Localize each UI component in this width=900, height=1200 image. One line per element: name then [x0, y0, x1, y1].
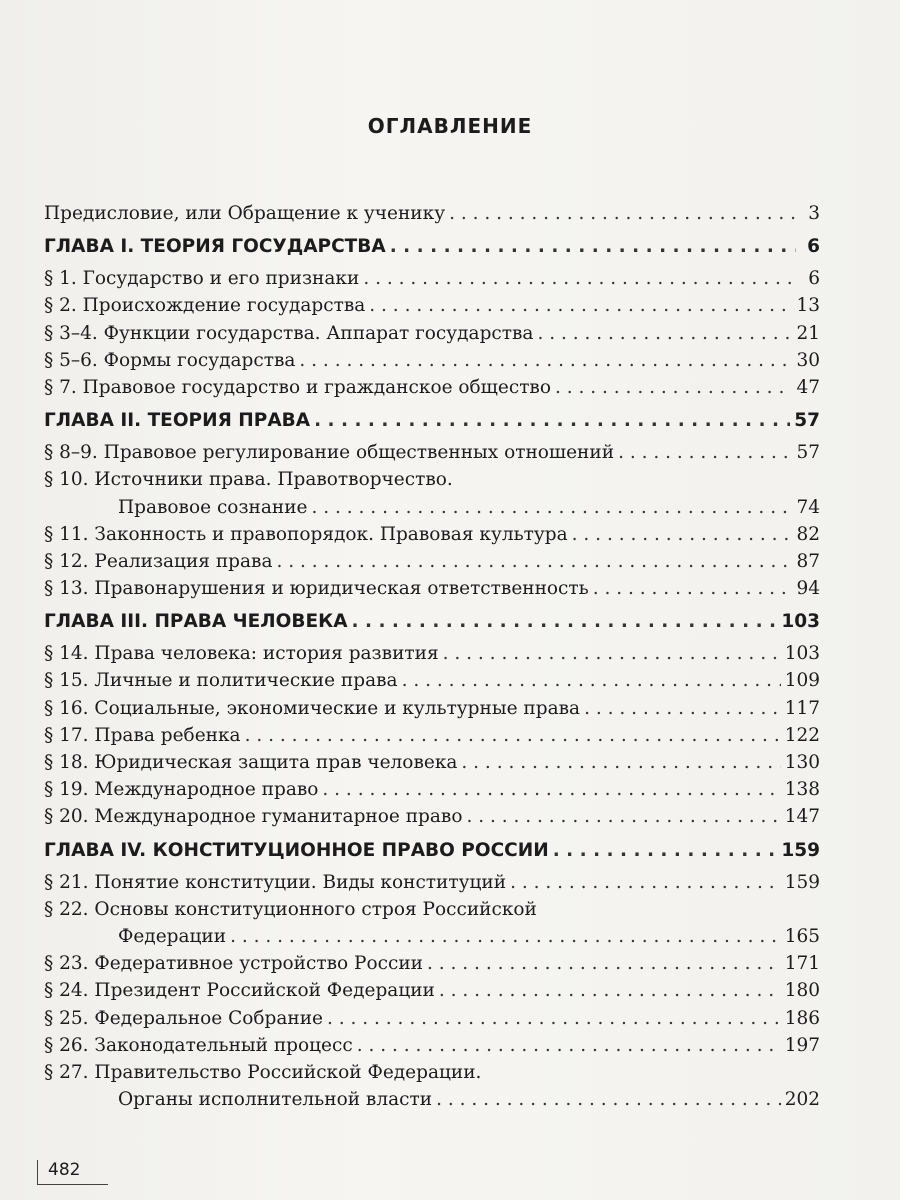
toc-entry: [44, 200, 820, 227]
toc-entry-title: ГЛАВА I. ТЕОРИЯ ГОСУДАРСТВА: [44, 236, 386, 258]
toc-chapter-heading: [44, 233, 820, 261]
toc-entry-page: 47: [796, 376, 820, 398]
dot-leader: [553, 837, 778, 865]
toc-entry-title: § 26. Законодательный процесс: [44, 1034, 353, 1056]
dot-leader: [449, 200, 796, 227]
toc-entry-title: ГЛАВА IV. КОНСТИТУЦИОННОЕ ПРАВО РОССИИ: [44, 839, 549, 861]
dot-leader: [402, 667, 781, 694]
dot-leader: [572, 521, 793, 548]
toc-entry-title: Органы исполнительной власти: [118, 1089, 433, 1111]
dot-leader: [352, 608, 778, 636]
dot-leader: [369, 292, 792, 319]
page-title: ОГЛАВЛЕНИЕ: [367, 114, 533, 138]
toc-entry-title: § 3–4. Функции государства. Аппарат государства: [44, 322, 534, 344]
toc-entry: [44, 292, 820, 319]
toc-entry-page: 117: [784, 697, 820, 719]
toc-entry: [44, 1059, 820, 1086]
toc-entry-page: 21: [796, 322, 820, 344]
toc-entry-page: 165: [784, 925, 820, 947]
dot-leader: [357, 1032, 781, 1059]
toc-entry-page: 186: [784, 1007, 820, 1029]
toc-entry-title: § 17. Права ребенка: [44, 724, 241, 746]
toc-entry-page: 171: [784, 953, 820, 975]
dot-leader: [555, 374, 792, 401]
toc-entry: [44, 521, 820, 548]
dot-leader: [461, 749, 780, 776]
toc-entry-title: ГЛАВА III. ПРАВА ЧЕЛОВЕКА: [44, 611, 348, 633]
toc-entry-continuation: [44, 494, 820, 521]
toc-entry-continuation: [44, 1086, 820, 1113]
toc-entry: [44, 977, 820, 1004]
toc-entry-title: § 27. Правительство Российской Федерации.: [44, 1061, 482, 1083]
toc-entry-title: § 23. Федеративное устройство России: [44, 953, 424, 975]
toc-entry-title: § 7. Правовое государство и гражданское общество: [44, 376, 551, 398]
toc-entry: [44, 749, 820, 776]
dot-leader: [230, 923, 781, 950]
toc-entry-page: 82: [796, 523, 820, 545]
dot-leader: [593, 575, 793, 602]
toc-entry-title: § 19. Международное право: [44, 779, 319, 801]
page-number: 482: [37, 1160, 108, 1185]
toc-entry: [44, 347, 820, 374]
toc-entry-title: Предисловие, или Обращение к ученику: [44, 203, 446, 224]
toc-entry-page: 103: [784, 643, 820, 665]
table-of-contents: [44, 200, 820, 1113]
toc-entry-title: § 16. Социальные, экономические и культурные права: [44, 697, 581, 719]
dot-leader: [466, 803, 780, 830]
dot-leader: [312, 494, 793, 521]
toc-entry-title: § 20. Международное гуманитарное право: [44, 806, 463, 828]
toc-entry-page: 130: [784, 752, 820, 773]
toc-entry: [44, 950, 820, 977]
dot-leader: [277, 548, 793, 575]
toc-entry-page: 147: [784, 806, 820, 828]
toc-entry: [44, 869, 820, 896]
toc-entry-page: 30: [796, 349, 820, 371]
toc-entry-title: § 11. Законность и правопорядок. Правовая культура: [44, 523, 568, 545]
toc-entry-title: § 12. Реализация права: [44, 550, 273, 572]
toc-entry-page: 57: [796, 442, 820, 464]
toc-entry-page: 202: [784, 1089, 820, 1111]
dot-leader: [584, 695, 781, 722]
toc-entry-page: 103: [781, 611, 820, 633]
toc-entry-title: § 13. Правонарушения и юридическая ответственность: [44, 578, 589, 600]
toc-entry: [44, 439, 820, 466]
toc-chapter-heading: [44, 837, 820, 865]
toc-entry-title: § 2. Происхождение государства: [44, 295, 366, 317]
toc-entry-title: § 5–6. Формы государства: [44, 349, 296, 371]
toc-entry-title: § 15. Личные и политические права: [44, 670, 398, 692]
toc-entry: [44, 320, 820, 347]
toc-entry-page: 159: [781, 839, 820, 861]
toc-entry-page: 3: [808, 203, 820, 224]
toc-entry: [44, 722, 820, 749]
dot-leader: [618, 439, 792, 466]
dot-leader: [363, 265, 796, 292]
toc-entry-title: ГЛАВА II. ТЕОРИЯ ПРАВА: [44, 410, 311, 432]
dot-leader: [322, 776, 780, 803]
toc-entry: [44, 695, 820, 722]
dot-leader: [245, 722, 781, 749]
dot-leader: [443, 640, 781, 667]
dot-leader: [314, 407, 790, 435]
toc-entry-title: Правовое сознание: [118, 496, 308, 518]
toc-entry-page: 6: [808, 268, 820, 290]
toc-entry-title: § 24. Президент Российской Федерации: [44, 980, 435, 1002]
toc-entry: [44, 548, 820, 575]
toc-entry: [44, 265, 820, 292]
dot-leader: [427, 950, 781, 977]
toc-entry-page: 122: [784, 724, 820, 746]
toc-entry-title: § 1. Государство и его признаки: [44, 268, 360, 290]
toc-entry-page: 57: [794, 410, 820, 432]
toc-entry-page: 109: [784, 670, 820, 692]
toc-entry-title: § 25. Федеральное Собрание: [44, 1007, 323, 1029]
toc-entry: [44, 575, 820, 602]
toc-chapter-heading: [44, 608, 820, 636]
toc-entry: [44, 667, 820, 694]
toc-entry-title: § 14. Права человека: история развития: [44, 643, 439, 665]
toc-entry-page: 74: [796, 496, 820, 518]
toc-entry-continuation: [44, 923, 820, 950]
toc-entry-title: Федерации: [118, 925, 227, 947]
toc-entry: [44, 1005, 820, 1032]
toc-entry: [44, 1032, 820, 1059]
toc-entry: [44, 466, 820, 493]
toc-entry-title: § 22. Основы конституционного строя Российской: [44, 898, 537, 920]
toc-entry: [44, 640, 820, 667]
toc-entry-page: 180: [784, 980, 820, 1002]
toc-entry: [44, 776, 820, 803]
toc-entry-title: § 10. Источники права. Правотворчество.: [44, 469, 453, 491]
dot-leader: [537, 320, 792, 347]
toc-entry-title: § 18. Юридическая защита прав человека: [44, 752, 458, 773]
toc-entry-title: § 8–9. Правовое регулирование общественных отношений: [44, 442, 615, 464]
toc-entry-page: 87: [796, 550, 820, 572]
dot-leader: [327, 1005, 781, 1032]
toc-entry: [44, 896, 820, 923]
dot-leader: [439, 977, 781, 1004]
dot-leader: [510, 869, 781, 896]
toc-entry-page: 197: [784, 1034, 820, 1056]
toc-entry: [44, 803, 820, 830]
toc-entry-page: 94: [796, 578, 820, 600]
toc-entry-page: 159: [784, 871, 820, 893]
toc-entry-page: 138: [784, 779, 820, 801]
dot-leader: [436, 1086, 781, 1113]
toc-entry-page: 6: [807, 236, 820, 258]
toc-entry-title: § 21. Понятие конституции. Виды конституций: [44, 871, 507, 893]
dot-leader: [390, 233, 796, 261]
toc-chapter-heading: [44, 407, 820, 435]
toc-entry-page: 13: [796, 295, 820, 317]
dot-leader: [299, 347, 792, 374]
toc-entry: [44, 374, 820, 401]
